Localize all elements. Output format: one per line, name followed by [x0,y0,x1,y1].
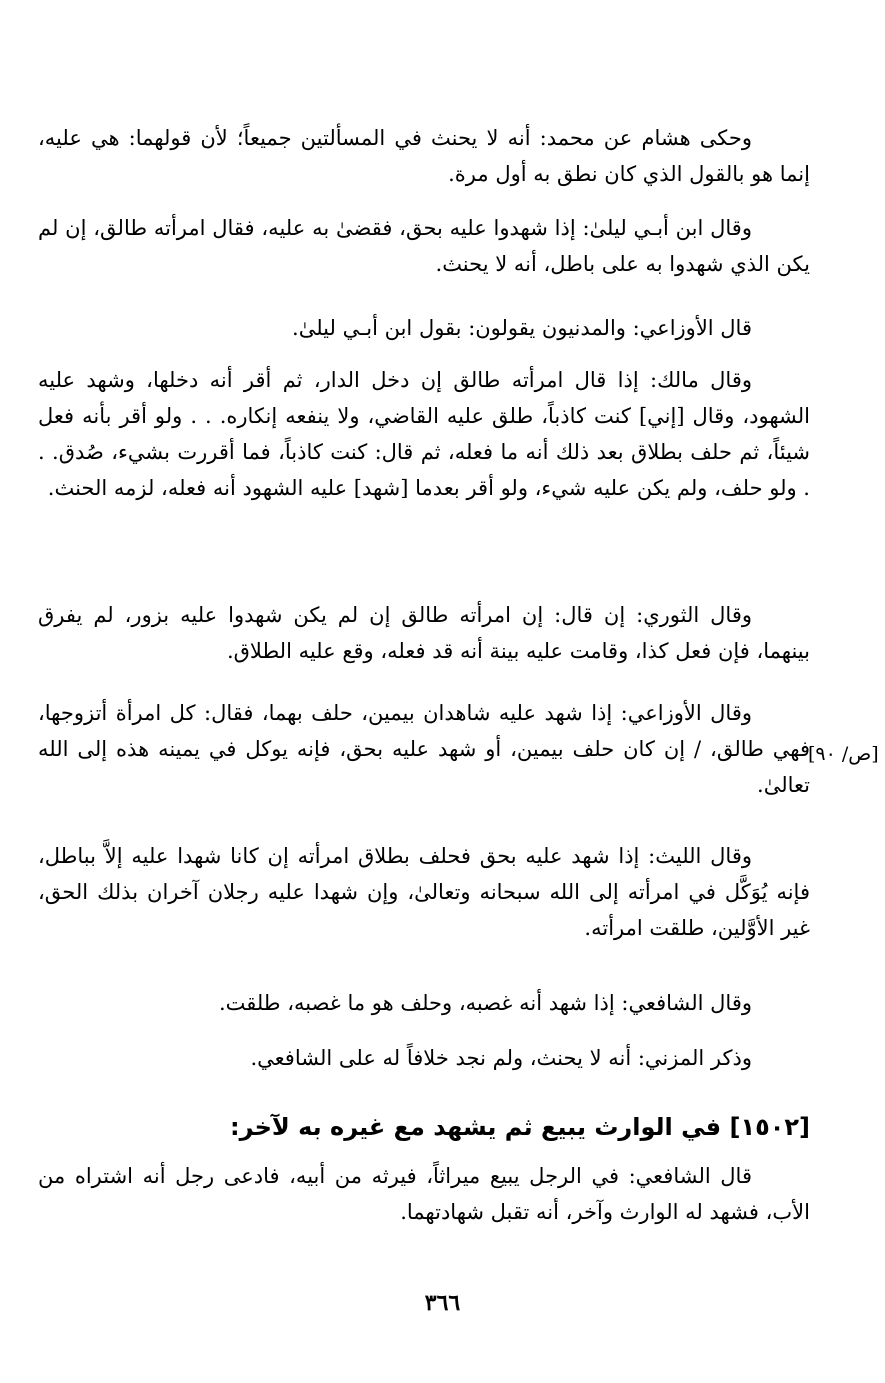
paragraph-muzani: وذكر المزني: أنه لا يحنث، ولم نجد خلافاً له على الشافعي. [250,1046,752,1070]
paragraph-malik: وقال مالك: إذا قال امرأته طالق إن دخل الدار، ثم أقر أنه دخلها، وشهد عليه الشهود، وقال [إني] كنت كاذباً، طلق عليه القاضي، ولا ينفعه إنكاره. . . ولو أقر بأنه فعل شيئاً، ثم حلف بطلاق بعد ذلك أنه ما فعله، ثم قال: كنت كاذباً، فما أقررت بشيء، صُدق. . . ولو حلف، ولم يكن عليه شيء، ولو أقر بعدما [شهد] عليه الشهود أنه فعله، لزمه الحنث. [38,368,810,500]
paragraph-hisham: وحكى هشام عن محمد: أنه لا يحنث في المسألتين جميعاً؛ لأن قولهما: هي عليه، إنما هو بالقول الذي كان نطق به أول مرة. [38,126,810,186]
paragraph-thawri: وقال الثوري: إن قال: إن امرأته طالق إن لم يكن شهدوا عليه بزور، لم يفرق بينهما، فإن فعل كذا، وقامت عليه بينة أنه قد فعله، وقع عليه الطلاق. [38,603,810,663]
paragraph-shafii-ghasb: وقال الشافعي: إذا شهد أنه غصبه، وحلف هو ما غصبه، طلقت. [218,991,752,1015]
paragraph-ibn-abi-layla: وقال ابن أبـي ليلىٰ: إذا شهدوا عليه بحق، فقضىٰ به عليه، فقال امرأته طالق، إن لم يكن الذي شهدوا به على باطل، أنه لا يحنث. [38,216,810,276]
paragraph-awzai-witnesses: وقال الأوزاعي: إذا شهد عليه شاهدان بيمين، حلف بهما، فقال: كل امرأة أتزوجها، فهي طالق، / إن كان حلف بيمين، أو شهد عليه بحق، فإنه يوكل في يمينه هذه إلى الله تعالىٰ. [38,701,810,797]
main-text-column [38,0,810,1383]
paragraph-layth: وقال الليث: إذا شهد عليه بحق فحلف بطلاق امرأته إن كانا شهدا عليه إلاَّ بباطل، فإنه يُوَكَّل في امرأته إلى الله سبحانه وتعالىٰ، وإن شهدا عليه رجلان آخران بذلك الحق، غير الأوَّلين، طلقت امرأته. [38,844,810,940]
section-heading: [١٥٠٢] في الوارث يبيع ثم يشهد مع غيره به لآخر: [230,1113,810,1141]
paragraph-awzai-madaniyun: قال الأوزاعي: والمدنيون يقولون: بقول ابن أبـي ليلىٰ. [292,316,752,340]
page-reference-margin-note: [ص/ ٩٠] [808,743,879,765]
page-number: ٣٦٦ [424,1290,461,1316]
section-paragraph: قال الشافعي: في الرجل يبيع ميراثاً، فيرثه من أبيه، فادعى رجل أنه اشتراه من الأب، فشهد له الوارث وآخر، أنه تقبل شهادتهما. [38,1164,810,1224]
